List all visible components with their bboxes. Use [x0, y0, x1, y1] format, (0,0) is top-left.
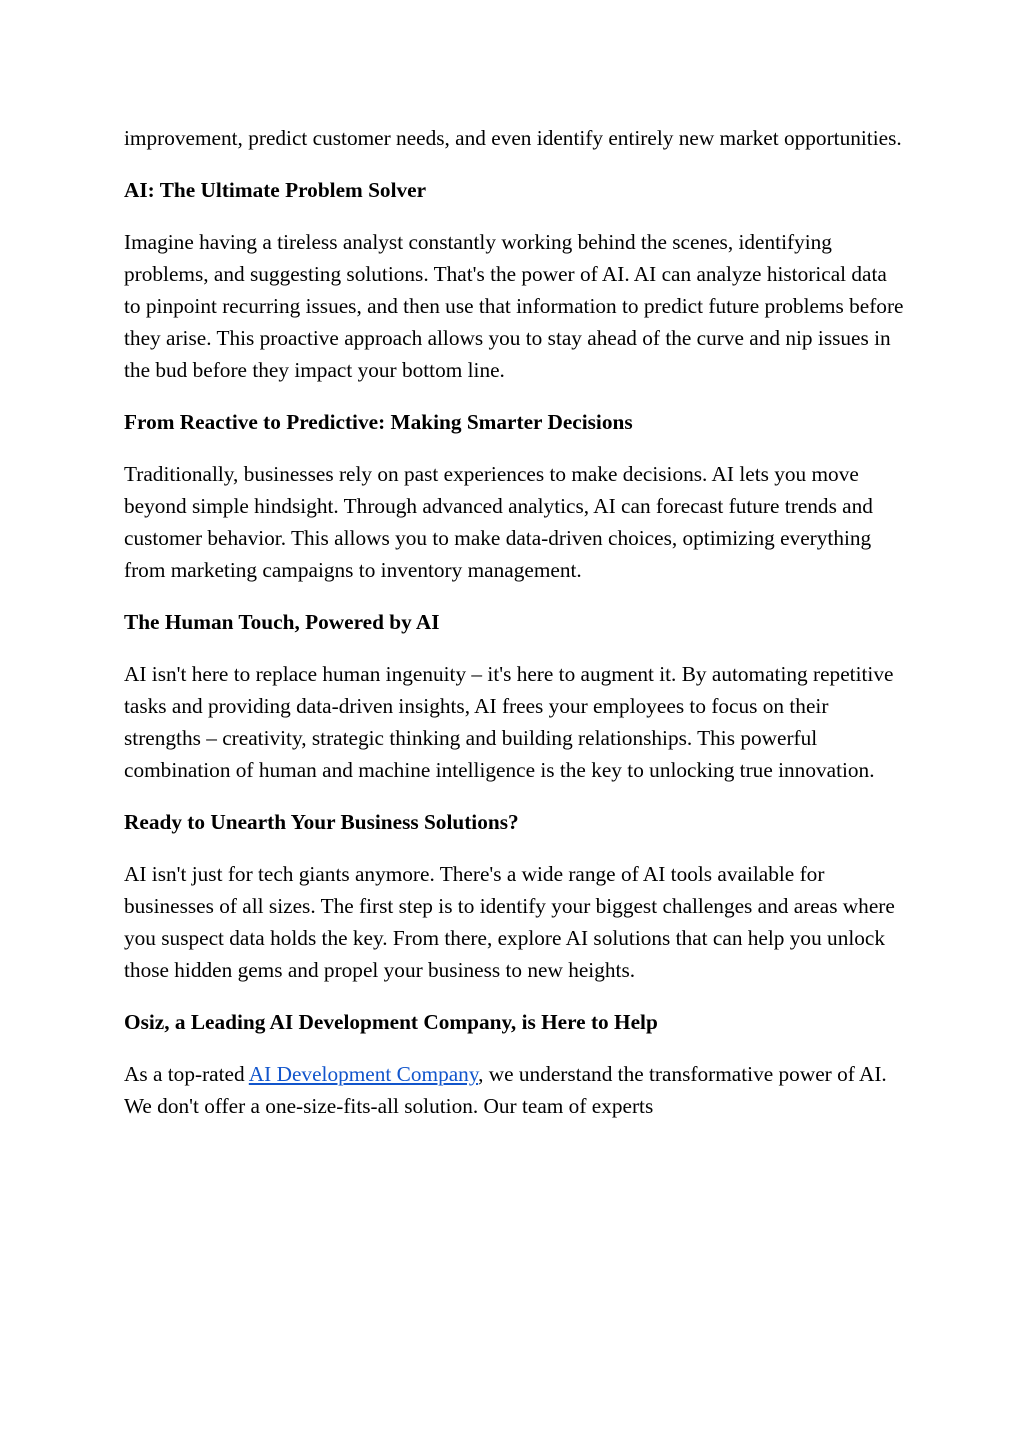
section-paragraph-ready-to-unearth: AI isn't just for tech giants anymore. There's a wide range of AI tools available for businesses of all sizes. The first step is to identify your biggest challenges and areas where you suspect data holds the key. From there, explore AI solutions that can help you unlock those hidden gems and propel your business to new heights. — [124, 862, 895, 982]
section-heading-osiz: Osiz, a Leading AI Development Company, is Here to Help — [124, 1010, 658, 1034]
section-paragraph-human-touch: AI isn't here to replace human ingenuity – it's here to augment it. By automating repetitive tasks and providing data-driven insights, AI frees your employees to focus on their strengths – creativity, strategic thinking and building relationships. This powerful combination of human and machine intelligence is the key to unlocking true innovation. — [124, 662, 894, 782]
section-heading-problem-solver: AI: The Ultimate Problem Solver — [124, 178, 427, 202]
section-paragraph-reactive-to-predictive: Traditionally, businesses rely on past experiences to make decisions. AI lets you move beyond simple hindsight. Through advanced analytics, AI can forecast future trends and customer behavior. This allows you to make data-driven choices, optimizing everything from marketing campaigns to inventory management. — [124, 462, 873, 582]
section-heading-ready-to-unearth: Ready to Unearth Your Business Solutions? — [124, 810, 519, 834]
document-body — [124, 122, 904, 1142]
section-paragraph-problem-solver: Imagine having a tireless analyst constantly working behind the scenes, identifying problems, and suggesting solutions. That's the power of AI. AI can analyze historical data to pinpoint recurring issues, and then use that information to predict future problems before they arise. This proactive approach allows you to stay ahead of the curve and nip issues in the bud before they impact your bottom line. — [124, 230, 904, 382]
section-heading-reactive-to-predictive: From Reactive to Predictive: Making Smarter Decisions — [124, 410, 633, 434]
final-paragraph-lead-text: As a top-rated — [124, 1062, 249, 1086]
section-heading-human-touch: The Human Touch, Powered by AI — [124, 610, 440, 634]
final-paragraph-trailing-text: , we understand the transformative power of AI. We don't offer a one-size-fits-all solution. Our team of experts — [124, 1062, 887, 1118]
ai-development-company-link[interactable]: AI Development Company — [248, 1062, 479, 1086]
final-paragraph — [124, 1058, 904, 1122]
intro-continuation-paragraph: improvement, predict customer needs, and even identify entirely new market opportunities. — [124, 126, 902, 150]
